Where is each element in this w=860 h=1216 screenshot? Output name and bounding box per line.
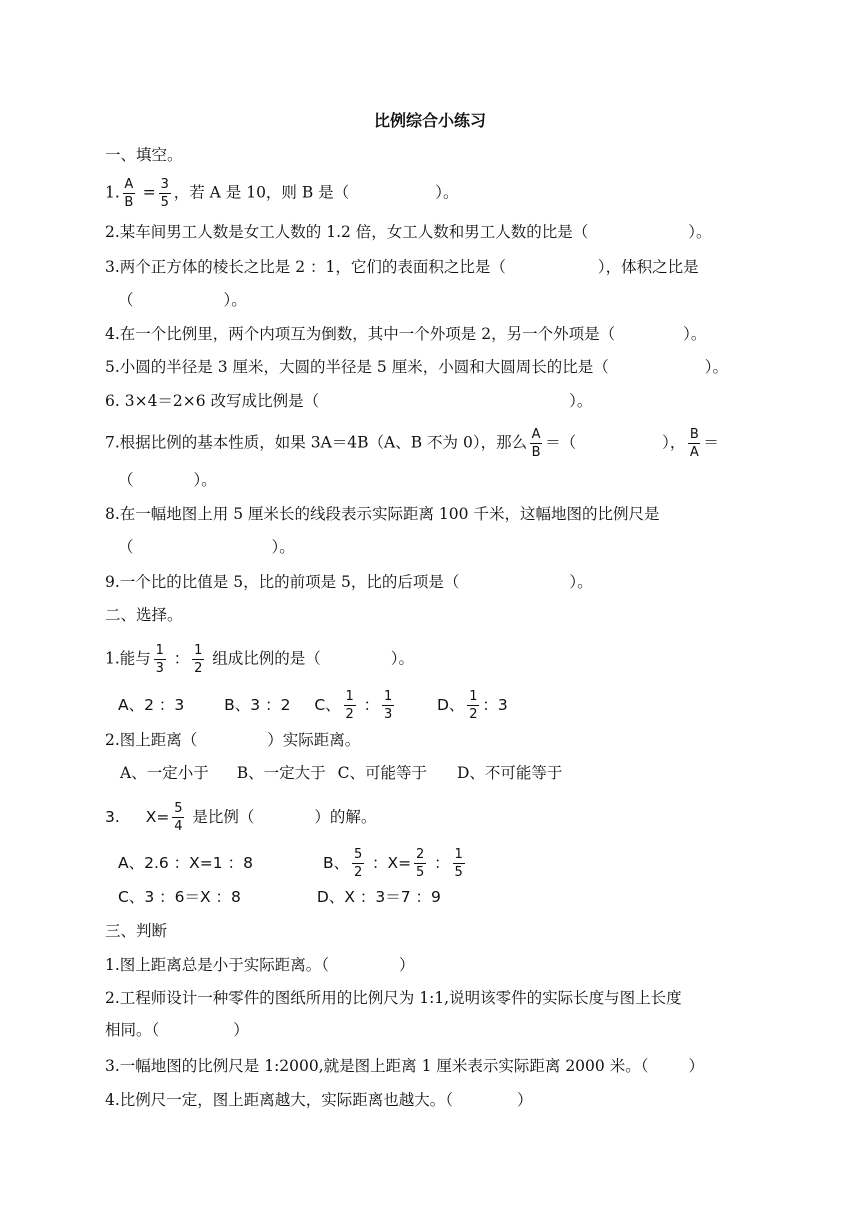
q-text: 6. 3×4＝2×6 改写成比例是（: [105, 392, 320, 410]
fraction-5-over-4: [172, 800, 184, 835]
q-text: 4.在一个比例里，两个内项互为倒数，其中一个外项是 2，另一个外项是（: [105, 325, 616, 343]
q-text: 3.两个正方体的棱长之比是 2 ：1，它们的表面积之比是（: [105, 258, 506, 276]
q-open: （: [118, 538, 134, 556]
q-number: 1.能与: [105, 649, 151, 668]
judge-q4: [105, 1089, 760, 1111]
option-b[interactable]: [322, 847, 468, 880]
fraction-a-over-b: [123, 176, 135, 211]
option-mid: ：X=: [372, 854, 412, 872]
frac-num: B: [689, 427, 699, 442]
q-text-mid: ），体积之比是: [597, 258, 699, 276]
frac-num: 5: [174, 801, 183, 816]
frac-num: A: [124, 177, 134, 192]
choice-q3: [105, 800, 760, 835]
frac-den: 2: [353, 865, 363, 880]
judge-q1: [105, 954, 760, 976]
q-number: 3.: [105, 808, 120, 826]
q-open: （: [118, 471, 134, 489]
q-close: ）: [399, 956, 415, 974]
frac-den: 5: [454, 865, 463, 880]
option-c[interactable]: C、3 ：6＝X ：8: [118, 888, 241, 906]
q-number: 1.: [105, 183, 120, 202]
fill-q7: [105, 426, 760, 461]
judge-q3: [105, 1055, 760, 1077]
frac-den: 2: [194, 661, 203, 676]
choice-q3-options-row2: [118, 886, 760, 908]
option-d[interactable]: [436, 689, 508, 722]
section-judge-heading: 三、判断: [105, 922, 168, 940]
option-d[interactable]: D、X ：3＝7 ：9: [316, 888, 441, 906]
option-c[interactable]: [314, 689, 397, 722]
fraction-1-over-5: [453, 846, 465, 881]
fraction-b-over-a: [688, 426, 700, 461]
option-a[interactable]: A、2 ：3: [118, 696, 185, 714]
q-text: 是比例（: [192, 808, 255, 826]
option-label: B、: [322, 854, 350, 872]
fraction-1-over-2: [467, 688, 479, 723]
frac-num: 1: [155, 643, 164, 658]
choice-q1-options: [118, 688, 760, 723]
option-label: D、: [436, 696, 465, 714]
q-close: ）。: [390, 649, 414, 668]
choice-q2: [105, 729, 760, 751]
option-b[interactable]: B、3 ：2: [224, 696, 291, 714]
colon: ：: [173, 649, 190, 668]
q-mid: ），: [662, 433, 686, 452]
q-close: ）。: [704, 358, 728, 376]
fill-q3: [105, 256, 760, 278]
section-fill-heading: 一、填空。: [105, 146, 183, 164]
option-label: C、: [314, 696, 341, 714]
choice-q3-options-row1: [118, 846, 760, 881]
frac-num: 1: [469, 689, 478, 704]
fill-q3-line2: [118, 289, 760, 311]
fraction-5-over-2: [352, 846, 364, 881]
frac-den: 2: [469, 707, 478, 722]
q-text: ，若 A 是 10，则 B 是（: [173, 183, 350, 202]
fill-q2: [105, 221, 760, 243]
q-open: ＝（: [545, 433, 577, 452]
q-close: ）。: [223, 291, 247, 309]
frac-num: 1: [194, 643, 203, 658]
fill-q8: [105, 503, 760, 525]
option-a[interactable]: A、一定小于: [120, 764, 209, 782]
fraction-1-over-2: [344, 688, 356, 723]
q-close: ）。: [435, 183, 459, 202]
q-text: 2.某车间男工人数是女工人数的 1.2 倍，女工人数和男工人数的比是（: [105, 223, 589, 241]
q-text: 2.图上距离（: [105, 731, 198, 749]
q-close: ）。: [688, 223, 712, 241]
fraction-3-over-5: [159, 176, 171, 211]
frac-den: 3: [155, 661, 164, 676]
q-text: 组成比例的是（: [212, 649, 321, 668]
q-text: 3.一幅地图的比例尺是 1:2000,就是图上距离 1 厘米表示实际距离 2000 米。（: [105, 1057, 649, 1075]
q-text: 9.一个比的比值是 5，比的前项是 5，比的后项是（: [105, 573, 460, 591]
option-c[interactable]: C、可能等于: [337, 764, 427, 782]
equals-sign: =: [142, 183, 156, 202]
frac-num: 3: [160, 177, 169, 192]
section-choice-heading: 二、选择。: [105, 606, 183, 624]
choice-q1: [105, 642, 760, 677]
page-title: 比例综合小练习: [373, 111, 486, 130]
q-text: 5.小圆的半径是 3 厘米，大圆的半径是 5 厘米，小圆和大圆周长的比是（: [105, 358, 609, 376]
option-rest: ：3: [482, 696, 508, 714]
colon: ：: [363, 696, 380, 714]
q-close: ）的解。: [314, 808, 377, 826]
frac-num: 1: [345, 689, 354, 704]
q-open: （: [118, 291, 134, 309]
option-a[interactable]: A、2.6 ：X=1 ：8: [118, 854, 253, 872]
frac-den: A: [689, 445, 699, 460]
q-text: 7.根据比例的基本性质，如果 3A＝4B（A、B 不为 0），那么: [105, 433, 528, 452]
fill-q9: [105, 571, 760, 593]
frac-den: B: [124, 195, 134, 210]
fraction-1-over-2: [192, 642, 204, 677]
equals-sign: ＝: [703, 433, 719, 452]
q-text: 1.图上距离总是小于实际距离。（: [105, 956, 330, 974]
judge-q2: [105, 987, 760, 1009]
fill-q4: [105, 323, 760, 345]
q-close: ）: [517, 1091, 533, 1109]
frac-num: 2: [415, 847, 425, 862]
frac-den: 4: [174, 819, 183, 834]
q-close: ）。: [569, 392, 593, 410]
fraction-2-over-5: [414, 846, 426, 881]
fill-q7-line2: [118, 469, 760, 491]
frac-den: 5: [160, 195, 169, 210]
q-close: ）。: [193, 471, 217, 489]
fill-q5: [105, 356, 760, 378]
q-close: ）: [688, 1057, 704, 1075]
fraction-a-over-b: [530, 426, 542, 461]
q-text: 2.工程师设计一种零件的图纸所用的比例尺为 1:1,说明该零件的实际长度与图上长度: [105, 989, 682, 1007]
frac-den: 5: [415, 865, 425, 880]
q-close: ）实际距离。: [267, 731, 361, 749]
x-equals: X=: [145, 808, 170, 826]
judge-q2-line2: [105, 1019, 760, 1041]
fill-q8-line2: [118, 536, 760, 558]
fill-q1: [105, 176, 760, 211]
q-close: ）: [233, 1021, 249, 1039]
q-close: ）。: [569, 573, 593, 591]
frac-num: 1: [383, 689, 393, 704]
fill-q6: [105, 390, 760, 412]
q-close: ）。: [683, 325, 707, 343]
q-close: ）。: [271, 538, 295, 556]
frac-num: A: [531, 427, 541, 442]
frac-den: 3: [383, 707, 393, 722]
fraction-1-over-3: [382, 688, 394, 723]
frac-den: 2: [345, 707, 354, 722]
colon: ：: [434, 854, 450, 872]
frac-num: 5: [353, 847, 363, 862]
choice-q2-options: [120, 762, 760, 784]
fraction-1-over-3: [154, 642, 166, 677]
q-text: 4.比例尺一定，图上距离越大，实际距离也越大。（: [105, 1091, 454, 1109]
option-b[interactable]: B、一定大于: [236, 764, 326, 782]
option-d[interactable]: D、不可能等于: [456, 764, 563, 782]
frac-den: B: [531, 445, 541, 460]
frac-num: 1: [454, 847, 463, 862]
q-text: 相同。（: [105, 1021, 160, 1039]
q-text: 8.在一幅地图上用 5 厘米长的线段表示实际距离 100 千米，这幅地图的比例尺是: [105, 505, 660, 523]
